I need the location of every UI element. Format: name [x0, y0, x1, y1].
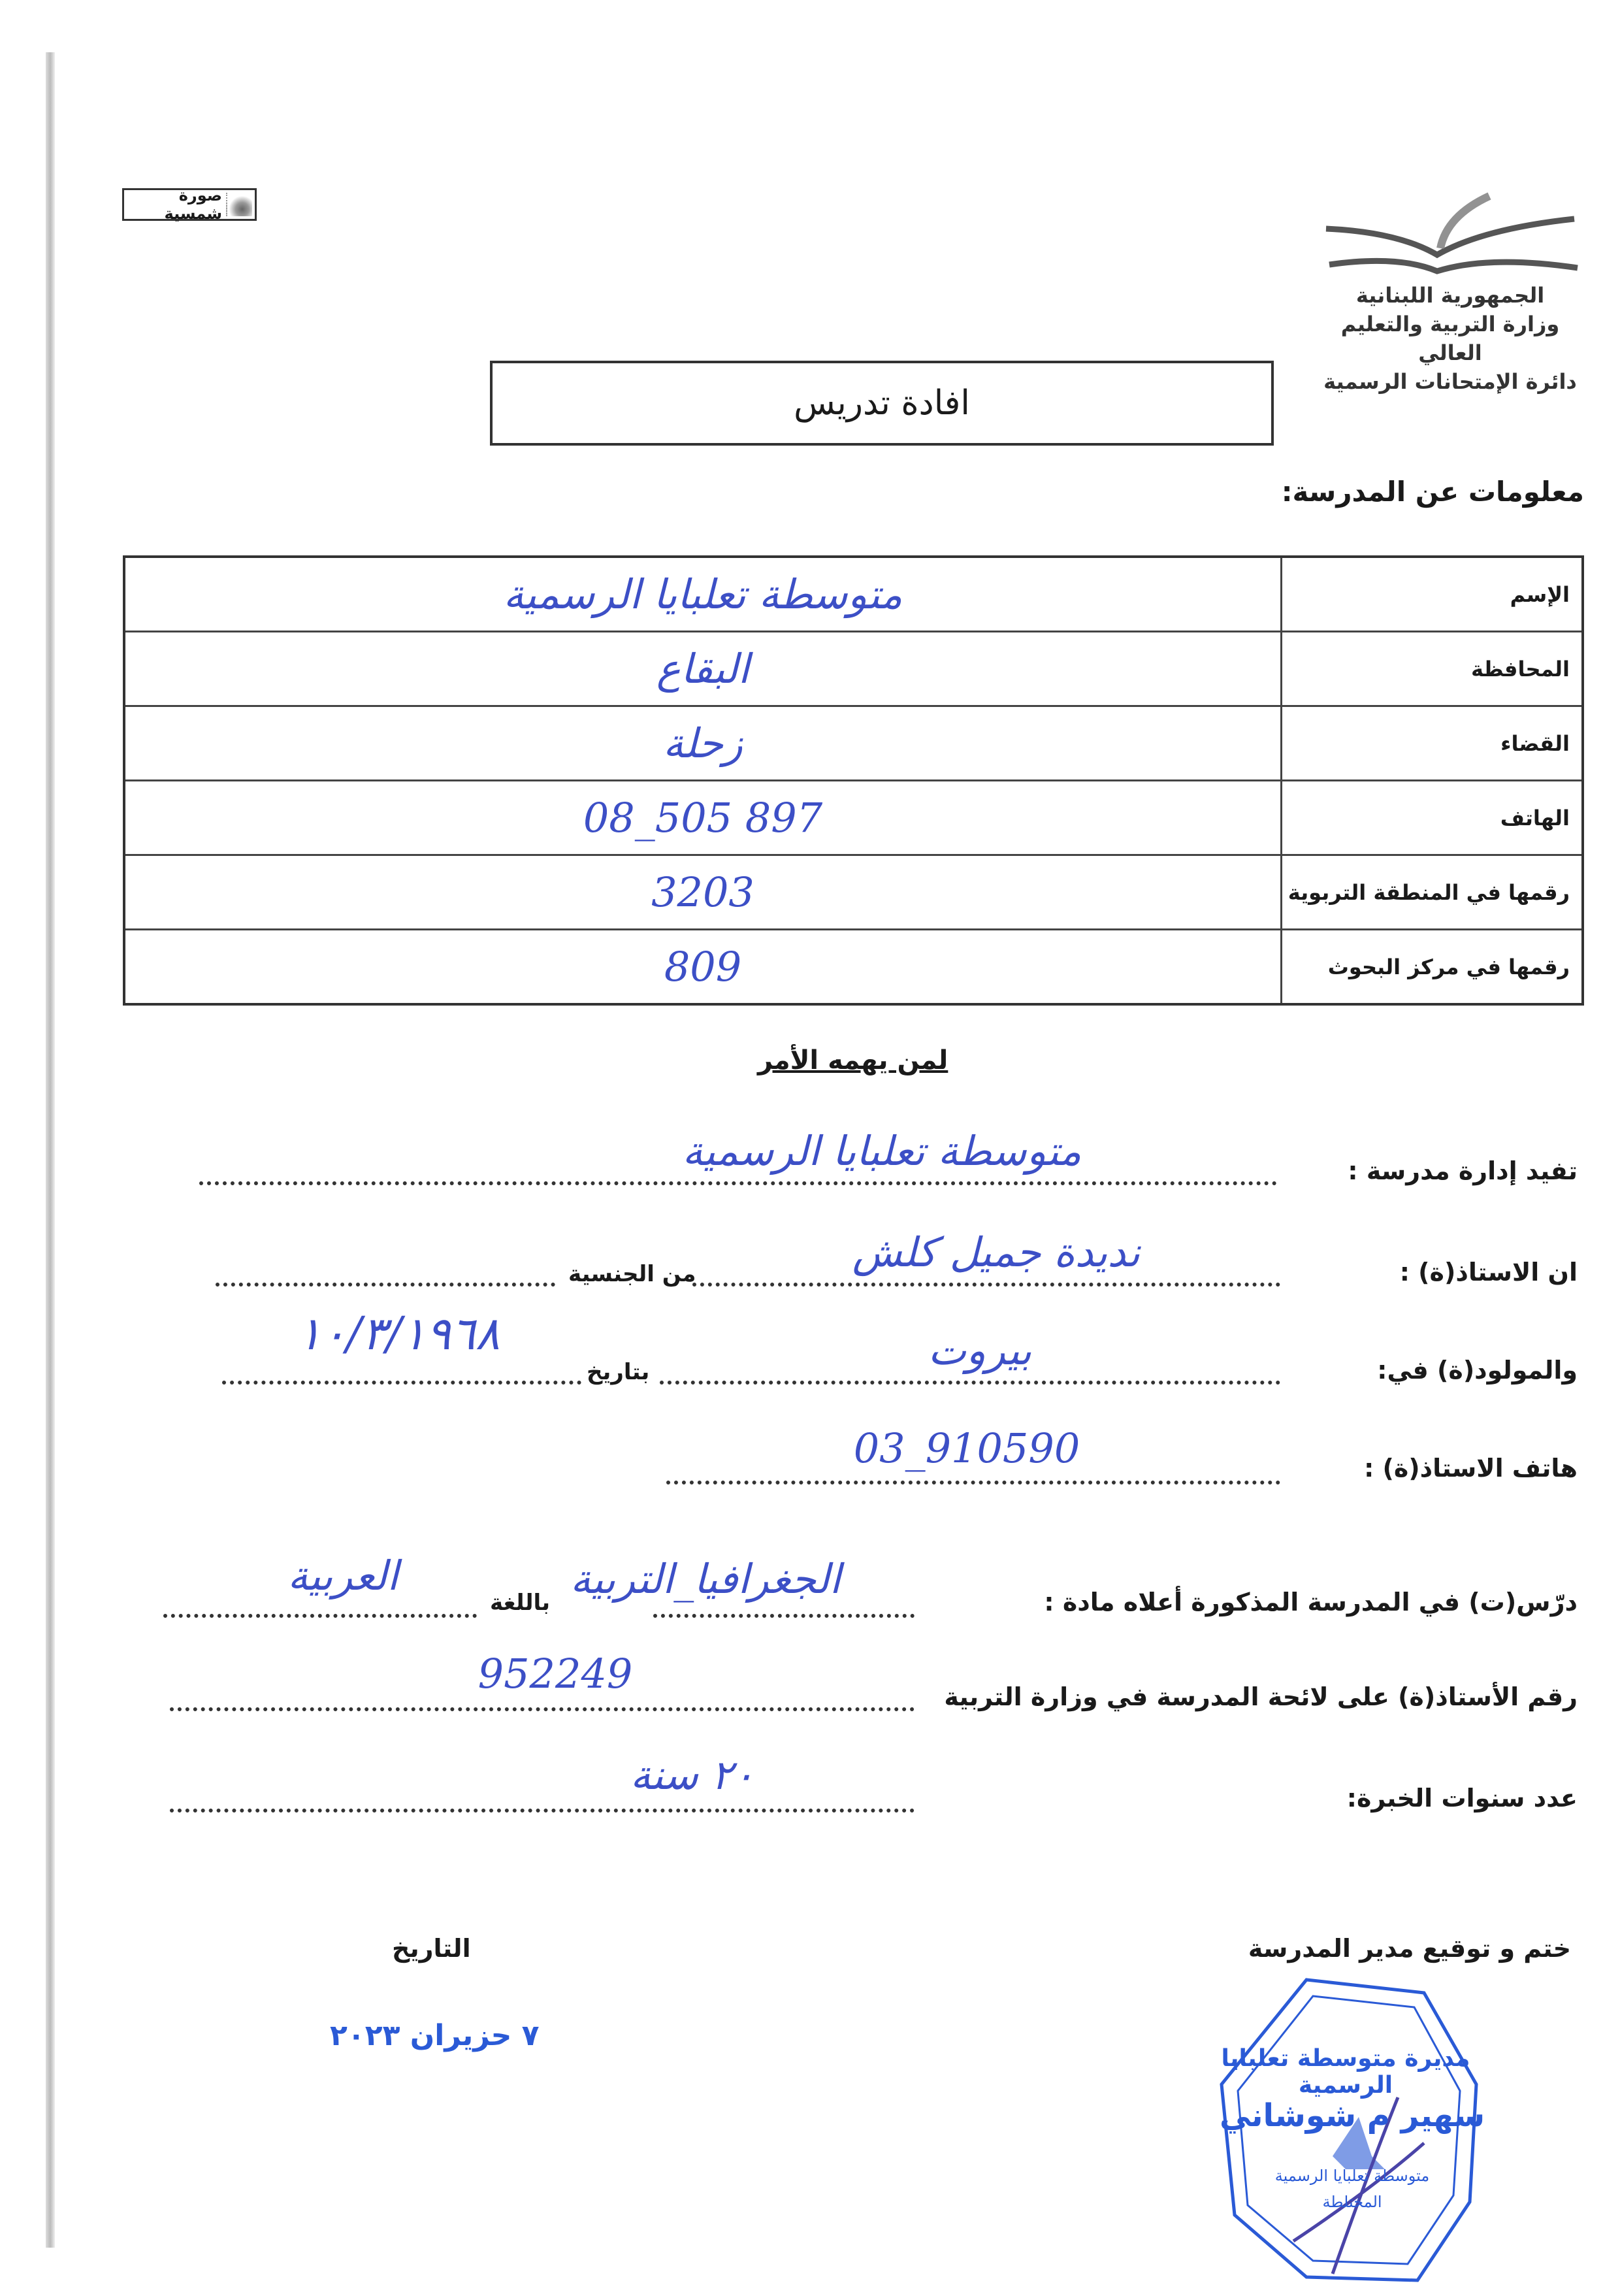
dotted-line	[170, 1702, 915, 1711]
dotted-line	[666, 1475, 1280, 1484]
photo-placeholder	[122, 188, 257, 221]
table-row	[124, 557, 1583, 632]
field-label-phone: هاتف الاستاذ(ة) :	[1364, 1454, 1578, 1483]
field-label-teacher-number: رقم الأستاذ(ة) على لائحة المدرسة في وزارة التربية	[944, 1682, 1578, 1711]
ministry-header	[1313, 281, 1587, 396]
date-label: التاريخ	[392, 1934, 471, 1963]
field-label-teacher: ان الاستاذ(ة) :	[1399, 1258, 1578, 1287]
header-line: دائرة الإمتحانات الرسمية	[1323, 369, 1577, 394]
photo-label: صورة شمسية	[164, 186, 222, 223]
school-info-heading: معلومات عن المدرسة:	[1281, 476, 1584, 508]
teacher-name-value: نديدة جميل كلش	[852, 1228, 1141, 1276]
dotted-line	[163, 1609, 477, 1618]
school-stamp	[1176, 1967, 1515, 2293]
row-value: متوسطة تعلبايا الرسمية	[503, 570, 903, 618]
stamp-text: متوسطة تعلبايا الرسمية المختلطة	[1274, 2167, 1430, 2211]
birthplace-value: بيروت	[928, 1326, 1032, 1374]
principal-signature-label: ختم و توقيع مدير المدرسة	[1248, 1934, 1571, 1963]
field-label-subject: درّس(ت) في المدرسة المذكورة أعلاه مادة :	[1044, 1588, 1578, 1616]
document-title: افادة تدريس	[490, 361, 1274, 446]
row-label: المحافظة	[1282, 632, 1583, 706]
photo-corner-mark	[226, 193, 252, 216]
dotted-line	[216, 1277, 555, 1287]
field-label-born: والمولود(ة) في:	[1377, 1356, 1578, 1385]
row-value: 08_505 897	[583, 794, 823, 842]
school-info-table	[123, 555, 1584, 1006]
teacher-number-value: 952249	[478, 1650, 633, 1697]
experience-value: ٢٠ سنة	[630, 1751, 755, 1799]
table-row	[124, 930, 1583, 1005]
subject-value: الجغرافيا_التربية	[570, 1555, 841, 1603]
table-row	[124, 706, 1583, 781]
table-row	[124, 855, 1583, 930]
dotted-line	[660, 1375, 1280, 1385]
language-label: باللغة	[490, 1590, 550, 1616]
row-label: رقمها في مركز البحوث	[1282, 930, 1583, 1005]
field-label-school: تفيد إدارة مدرسة :	[1348, 1156, 1578, 1185]
to-whom-it-may-concern: لمن يهمه الأمر	[758, 1045, 948, 1075]
dotted-line	[222, 1375, 581, 1385]
dotted-line	[653, 1609, 915, 1618]
date-stamp-value: ٧ حزيران ٢٠٢٣	[330, 2019, 540, 2052]
row-value: 809	[664, 943, 742, 991]
row-label: الإسم	[1282, 557, 1583, 632]
header-line: الجمهورية اللبنانية	[1355, 283, 1545, 308]
table-row	[124, 781, 1583, 855]
ministry-logo-icon	[1320, 189, 1594, 281]
birthdate-label: بتاريخ	[587, 1359, 650, 1385]
row-label: القضاء	[1282, 706, 1583, 781]
row-value: زحلة	[662, 719, 743, 767]
row-value: 3203	[651, 868, 754, 916]
row-label: رقمها في المنطقة التربوية	[1282, 855, 1583, 930]
field-label-experience: عدد سنوات الخبرة:	[1346, 1784, 1578, 1812]
nationality-label: من الجنسية	[568, 1261, 696, 1287]
dotted-line	[170, 1803, 915, 1812]
dotted-line	[199, 1176, 1277, 1185]
language-value: العربية	[287, 1552, 398, 1599]
school-value: متوسطة تعلبايا الرسمية	[682, 1127, 1082, 1175]
birthdate-value: ١٠/٣/١٩٦٨	[297, 1307, 500, 1360]
row-value: البقاع	[656, 645, 750, 693]
stamp-text: سهير م شوشاني	[1219, 2097, 1485, 2134]
dotted-line	[692, 1277, 1280, 1287]
stamp-text: مديرة متوسطة تعلبايا الرسمية	[1221, 2045, 1470, 2099]
header-line: وزارة التربية والتعليم العالي	[1340, 312, 1560, 365]
teacher-phone-value: 03_910590	[853, 1424, 1080, 1472]
scan-edge	[46, 52, 55, 2248]
table-row	[124, 632, 1583, 706]
row-label: الهاتف	[1282, 781, 1583, 855]
